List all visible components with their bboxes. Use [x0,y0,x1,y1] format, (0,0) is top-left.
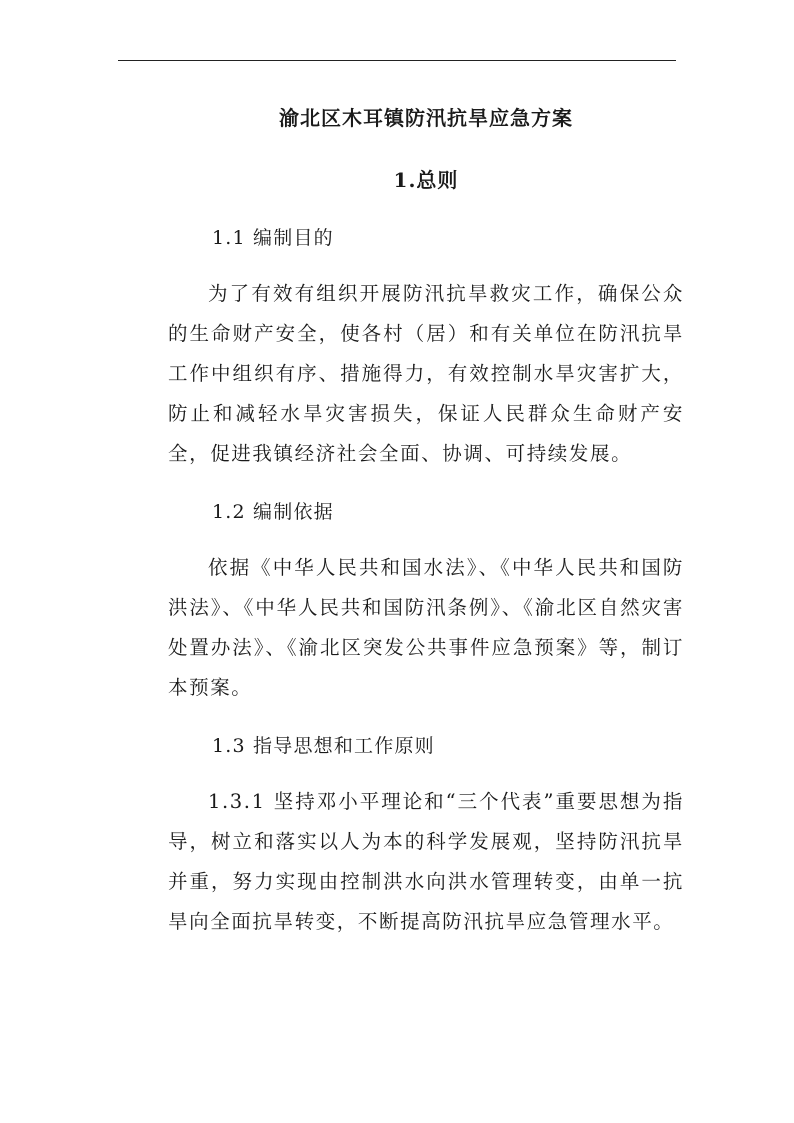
document-body [168,100,684,942]
section-heading-general: 1.总则 [393,168,459,192]
subheading-principles: 1.3 指导思想和工作原则 [212,735,435,757]
document-title: 渝北区木耳镇防汛抗旱应急方案 [279,106,573,130]
paragraph-purpose: 为了有效有组织开展防汛抗旱救灾工作，确保公众的生命财产安全，使各村（居）和有关单位在防汛抗旱工作中组织有序、措施得力，有效控制水旱灾害扩大，防止和减轻水旱灾害损失，保证人民群众生命财产安全，促进我镇经济社会全面、协调、可持续发展。 [168,282,684,465]
subheading-basis: 1.2 编制依据 [212,501,334,523]
subheading-purpose: 1.1 编制目的 [212,227,334,249]
paragraph-basis: 依据《中华人民共和国水法》、《中华人民共和国防洪法》、《中华人民共和国防汛条例》、《渝北区自然灾害处置办法》、《渝北区突发公共事件应急预案》等，制订本预案。 [168,556,684,699]
header-rule [118,60,676,61]
paragraph-principle-1-3-1: 1.3.1 坚持邓小平理论和“三个代表”重要思想为指导，树立和落实以人为本的科学发展观，坚持防汛抗旱并重，努力实现由控制洪水向洪水管理转变，由单一抗旱向全面抗旱转变，不断提高防汛抗旱应急管理水平。 [168,790,684,933]
